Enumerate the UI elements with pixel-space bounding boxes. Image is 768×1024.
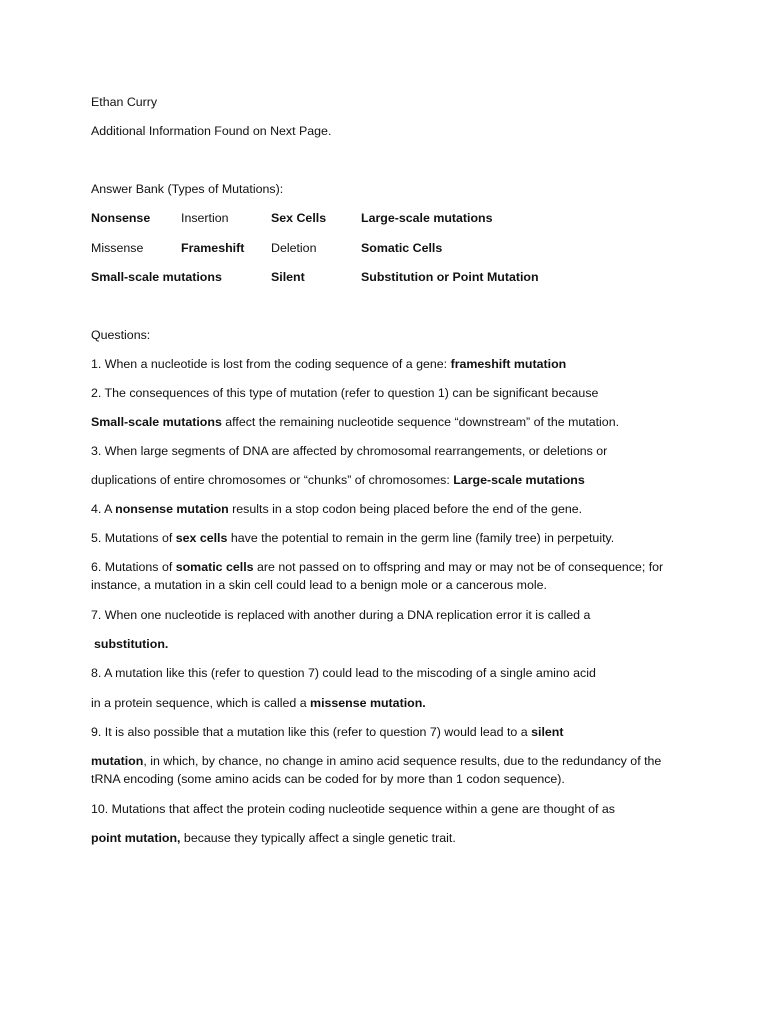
question-7: 7. When one nucleotide is replaced with another during a DNA replication error it is called a <box>91 608 591 622</box>
answer-insertion: Insertion <box>181 211 229 225</box>
answer-frameshift: Frameshift <box>181 241 245 255</box>
question-1: 1. When a nucleotide is lost from the coding sequence of a gene: frameshift mutation <box>91 357 567 371</box>
question-9-cont: mutation, in which, by chance, no change in amino acid sequence results, due to the redundancy of the tRNA encoding (some amino acids can be coded for by more than 1 codon sequence). <box>91 754 662 786</box>
answer-somatic-cells: Somatic Cells <box>361 241 443 255</box>
answer-nonsense: Nonsense <box>91 211 151 225</box>
answer-9: silent <box>531 725 564 739</box>
question-2-cont: Small-scale mutations affect the remaining nucleotide sequence “downstream” of the mutation. <box>91 415 620 429</box>
answer-5: sex cells <box>175 531 228 545</box>
answer-substitution: Substitution or Point Mutation <box>361 270 539 284</box>
question-6: 6. Mutations of somatic cells are not passed on to offspring and may or may not be of consequence; for instance, a mutation in a skin cell could lead to a benign mole or a cancerous mole. <box>91 560 664 592</box>
question-10-cont: point mutation, because they typically affect a single genetic trait. <box>91 831 456 845</box>
question-2: 2. The consequences of this type of mutation (refer to question 1) can be significant because <box>91 386 599 400</box>
answer-sex-cells: Sex Cells <box>271 211 327 225</box>
next-page-note: Additional Information Found on Next Page. <box>91 124 332 138</box>
questions-heading: Questions: <box>91 328 151 342</box>
answer-missense: Missense <box>91 241 144 255</box>
author-name: Ethan Curry <box>91 95 158 109</box>
answer-small-scale: Small-scale mutations <box>91 270 222 284</box>
answer-2: Small-scale mutations <box>91 415 222 429</box>
question-8: 8. A mutation like this (refer to question 7) could lead to the miscoding of a single amino acid <box>91 666 596 680</box>
answer-7: substitution. <box>94 637 169 651</box>
answer-deletion: Deletion <box>271 241 317 255</box>
question-5: 5. Mutations of sex cells have the potential to remain in the germ line (family tree) in perpetuity. <box>91 531 615 545</box>
answer-large-scale: Large-scale mutations <box>361 211 493 225</box>
question-4: 4. A nonsense mutation results in a stop codon being placed before the end of the gene. <box>91 502 583 516</box>
question-3: 3. When large segments of DNA are affected by chromosomal rearrangements, or deletions or <box>91 444 608 458</box>
answer-silent: Silent <box>271 270 305 284</box>
question-3-cont: duplications of entire chromosomes or “chunks” of chromosomes: Large-scale mutations <box>91 473 585 487</box>
answer-4: nonsense mutation <box>115 502 229 516</box>
answer-1: frameshift mutation <box>450 357 567 371</box>
question-7-cont <box>94 635 168 653</box>
answer-6: somatic cells <box>175 560 254 574</box>
answer-10: point mutation, <box>91 831 181 845</box>
question-8-cont: in a protein sequence, which is called a missense mutation. <box>91 696 426 710</box>
answer-8: missense mutation. <box>310 696 426 710</box>
question-10: 10. Mutations that affect the protein coding nucleotide sequence within a gene are thought of as <box>91 802 615 816</box>
answer-3: Large-scale mutations <box>453 473 585 487</box>
answer-9-cont: mutation <box>91 754 144 768</box>
question-9: 9. It is also possible that a mutation like this (refer to question 7) would lead to a silent <box>91 725 564 739</box>
answer-bank-title: Answer Bank (Types of Mutations): <box>91 182 284 196</box>
